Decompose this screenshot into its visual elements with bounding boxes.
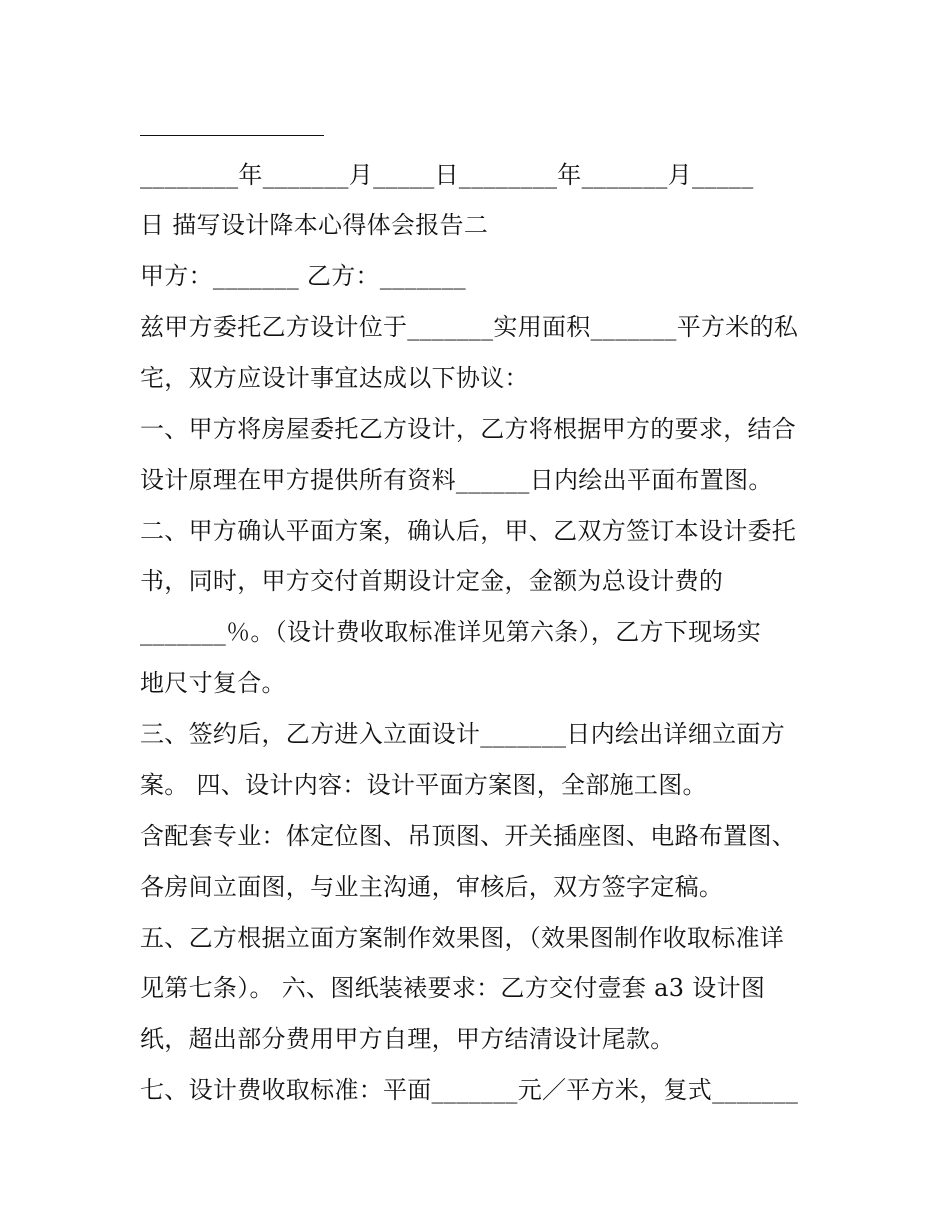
clause-4-line: 案。 四、设计内容：设计平面方案图，全部施工图。 [140,771,707,799]
clause-6-line: 纸，超出部分费用甲方自理，甲方结清设计尾款。 [140,1025,675,1053]
clause-1-line: 一、甲方将房屋委托乙方设计，乙方将根据甲方的要求，结合 [140,415,797,443]
clause-2-line: 书，同时，甲方交付首期设计定金，金额为总设计费的 [140,567,724,595]
clause-5-line: 五、乙方根据立面方案制作效果图，（效果图制作收取标准详 [140,924,785,952]
clause-4-line: 含配套专业：体定位图、吊顶图、开关插座图、电路布置图、 [140,822,797,850]
clause-2-line: _______％。（设计费收取标准详见第六条），乙方下现场实 [140,618,761,646]
clause-6-line: 见第七条）。 六、图纸装裱要求：乙方交付壹套 a3 设计图 [140,974,766,1002]
parties-line: 甲方：_______ 乙方：_______ [140,262,466,290]
clause-3-line: 三、签约后，乙方进入立面设计_______日内绘出详细立面方 [140,720,785,748]
document-title-line: 日 描写设计降本心得体会报告二 [140,211,489,239]
clause-2-line: 二、甲方确认平面方案，确认后，甲、乙双方签订本设计委托 [140,517,797,545]
date-line: ________年_______月_____日________年_______月_____ [140,161,754,189]
paragraph-line: 兹甲方委托乙方设计位于_______实用面积_______平方米的私 [140,313,799,341]
clause-2-line: 地尺寸复合。 [140,669,286,697]
paragraph-line: 宅，双方应设计事宜达成以下协议： [140,364,529,392]
top-signature-rule [140,135,324,136]
clause-7-line: 七、设计费收取标准：平面_______元／平方米，复式_______ [140,1076,799,1104]
clause-4-line: 各房间立面图，与业主沟通，审核后，双方签字定稿。 [140,873,724,901]
clause-1-line: 设计原理在甲方提供所有资料______日内绘出平面布置图。 [140,466,773,494]
